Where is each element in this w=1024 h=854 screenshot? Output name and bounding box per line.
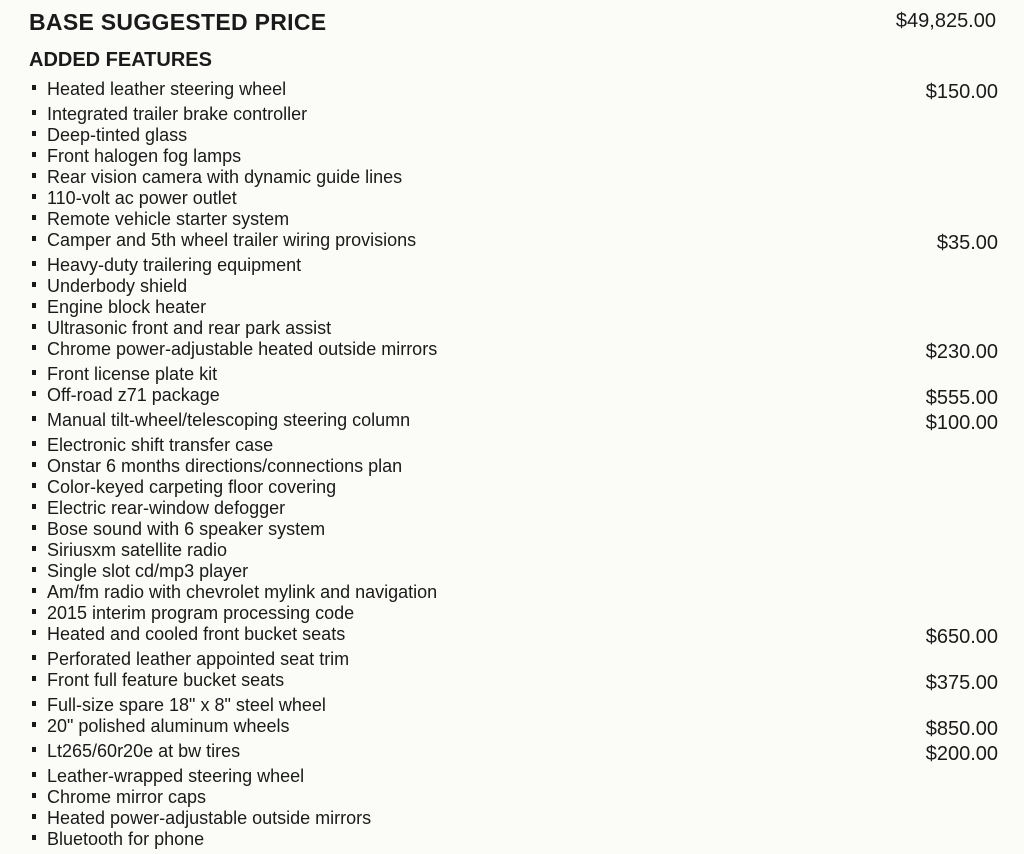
feature-name: Front halogen fog lamps: [47, 146, 242, 166]
bullet-icon: [32, 588, 36, 593]
feature-price: $555.00: [925, 387, 998, 409]
feature-name: Leather-wrapped steering wheel: [47, 766, 305, 786]
feature-price: $850.00: [925, 718, 998, 740]
feature-name: Rear vision camera with dynamic guide lines: [47, 167, 403, 187]
feature-row: [32, 624, 998, 649]
bullet-icon: [32, 722, 36, 727]
feature-name: Perforated leather appointed seat trim: [47, 649, 350, 669]
feature-name: Heavy-duty trailering equipment: [47, 255, 302, 275]
feature-name: Lt265/60r20e at bw tires: [47, 741, 241, 761]
bullet-icon: [32, 324, 36, 329]
feature-price: $650.00: [925, 626, 998, 648]
feature-row: [32, 670, 998, 695]
feature-name: Front full feature bucket seats: [47, 670, 285, 690]
feature-row: [32, 649, 998, 670]
feature-row: [32, 498, 998, 519]
feature-price: $375.00: [925, 672, 998, 694]
bullet-icon: [32, 282, 36, 287]
feature-name: 110-volt ac power outlet: [47, 188, 237, 208]
feature-name: Front license plate kit: [47, 364, 218, 384]
feature-name: Color-keyed carpeting floor covering: [47, 477, 337, 497]
feature-name: Onstar 6 months directions/connections plan: [47, 456, 403, 476]
feature-row: [32, 808, 998, 829]
feature-name: Chrome power-adjustable heated outside mirrors: [47, 339, 438, 359]
feature-row: [32, 540, 998, 561]
feature-row: [32, 741, 998, 766]
bullet-icon: [32, 747, 36, 752]
bullet-icon: [32, 152, 36, 157]
feature-name: Deep-tinted glass: [47, 125, 188, 145]
feature-name: Heated power-adjustable outside mirrors: [47, 808, 372, 828]
bullet-icon: [32, 525, 36, 530]
bullet-icon: [32, 236, 36, 241]
feature-row: [32, 255, 998, 276]
feature-row: [32, 318, 998, 339]
feature-price: $35.00: [936, 232, 998, 254]
feature-row: [32, 125, 998, 146]
feature-name: 20" polished aluminum wheels: [47, 716, 290, 736]
feature-name: Engine block heater: [47, 297, 207, 317]
feature-row: [32, 582, 998, 603]
feature-name: Single slot cd/mp3 player: [47, 561, 249, 581]
feature-name: Siriusxm satellite radio: [47, 540, 228, 560]
feature-row: [32, 603, 998, 624]
bullet-icon: [32, 567, 36, 572]
bullet-icon: [32, 630, 36, 635]
bullet-icon: [32, 194, 36, 199]
feature-row: [32, 297, 998, 318]
bullet-icon: [32, 814, 36, 819]
feature-list: [32, 79, 998, 850]
feature-name: Off-road z71 package: [47, 385, 220, 405]
feature-row: [32, 410, 998, 435]
feature-name: Electronic shift transfer case: [47, 435, 274, 455]
feature-row: [32, 435, 998, 456]
feature-row: [32, 695, 998, 716]
feature-name: Heated leather steering wheel: [47, 79, 287, 99]
bullet-icon: [32, 391, 36, 396]
bullet-icon: [32, 793, 36, 798]
bullet-icon: [32, 546, 36, 551]
bullet-icon: [32, 504, 36, 509]
feature-name: Underbody shield: [47, 276, 188, 296]
feature-row: [32, 561, 998, 582]
base-price-value: $49,825.00: [895, 10, 996, 32]
bullet-icon: [32, 416, 36, 421]
feature-row: [32, 230, 998, 255]
bullet-icon: [32, 370, 36, 375]
feature-name: Electric rear-window defogger: [47, 498, 286, 518]
feature-row: [32, 385, 998, 410]
feature-name: Remote vehicle starter system: [47, 209, 290, 229]
added-features-title: ADDED FEATURES: [29, 49, 212, 71]
bullet-icon: [32, 345, 36, 350]
feature-name: 2015 interim program processing code: [47, 603, 355, 623]
feature-name: Integrated trailer brake controller: [47, 104, 308, 124]
feature-row: [32, 188, 998, 209]
base-price-title: BASE SUGGESTED PRICE: [29, 9, 327, 35]
feature-name: Bluetooth for phone: [47, 829, 205, 849]
feature-row: [32, 456, 998, 477]
feature-name: Chrome mirror caps: [47, 787, 207, 807]
feature-row: [32, 276, 998, 297]
bullet-icon: [32, 85, 36, 90]
bullet-icon: [32, 676, 36, 681]
bullet-icon: [32, 701, 36, 706]
feature-name: Full-size spare 18" x 8" steel wheel: [47, 695, 326, 715]
feature-row: [32, 829, 998, 850]
feature-price: $230.00: [925, 341, 998, 363]
bullet-icon: [32, 483, 36, 488]
feature-price: $200.00: [925, 743, 998, 765]
feature-row: [32, 167, 998, 188]
bullet-icon: [32, 835, 36, 840]
bullet-icon: [32, 173, 36, 178]
feature-name: Camper and 5th wheel trailer wiring provisions: [47, 230, 417, 250]
bullet-icon: [32, 772, 36, 777]
feature-price: $100.00: [925, 412, 998, 434]
bullet-icon: [32, 215, 36, 220]
feature-row: [32, 716, 998, 741]
feature-name: Manual tilt-wheel/telescoping steering column: [47, 410, 411, 430]
feature-row: [32, 519, 998, 540]
feature-row: [32, 766, 998, 787]
bullet-icon: [32, 609, 36, 614]
feature-price: $150.00: [925, 81, 998, 103]
bullet-icon: [32, 261, 36, 266]
feature-row: [32, 364, 998, 385]
feature-row: [32, 339, 998, 364]
feature-row: [32, 146, 998, 167]
feature-row: [32, 787, 998, 808]
feature-row: [32, 209, 998, 230]
bullet-icon: [32, 303, 36, 308]
bullet-icon: [32, 441, 36, 446]
feature-row: [32, 104, 998, 125]
bullet-icon: [32, 110, 36, 115]
feature-name: Ultrasonic front and rear park assist: [47, 318, 332, 338]
feature-name: Am/fm radio with chevrolet mylink and navigation: [47, 582, 438, 602]
bullet-icon: [32, 655, 36, 660]
feature-name: Bose sound with 6 speaker system: [47, 519, 326, 539]
bullet-icon: [32, 462, 36, 467]
feature-row: [32, 79, 998, 104]
bullet-icon: [32, 131, 36, 136]
feature-row: [32, 477, 998, 498]
feature-name: Heated and cooled front bucket seats: [47, 624, 346, 644]
